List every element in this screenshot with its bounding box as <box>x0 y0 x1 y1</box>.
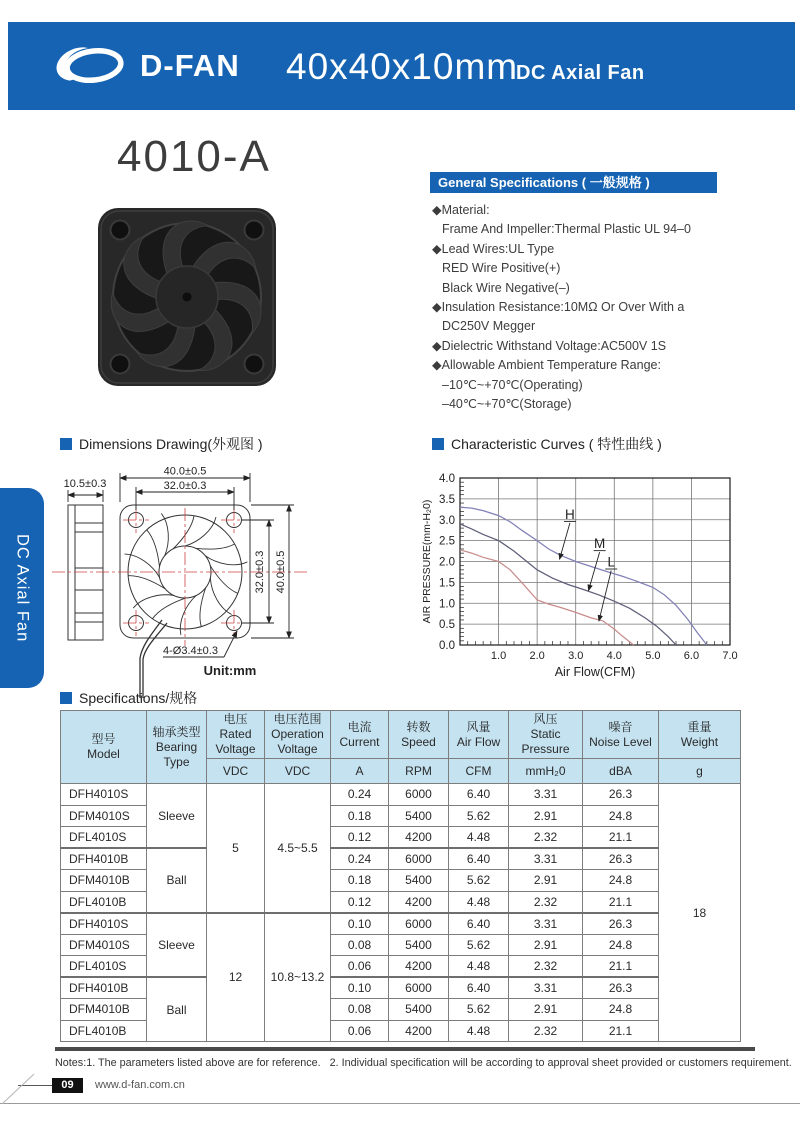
svg-text:3.5: 3.5 <box>439 493 455 506</box>
section-dimensions-heading <box>60 434 263 454</box>
cell-speed: 5400 <box>389 805 449 827</box>
cell-speed: 6000 <box>389 784 449 806</box>
svg-text:1.5: 1.5 <box>439 577 455 590</box>
cell-bearing: Sleeve <box>147 913 207 978</box>
cell-model: DFH4010S <box>61 784 147 806</box>
cell-model: DFL4010B <box>61 1020 147 1042</box>
svg-text:1.0: 1.0 <box>439 598 455 611</box>
col-unit: RPM <box>389 759 449 784</box>
svg-text:0.5: 0.5 <box>439 619 455 632</box>
svg-text:2.0: 2.0 <box>439 556 455 569</box>
cell-model: DFH4010B <box>61 848 147 870</box>
chart-grid <box>460 478 730 645</box>
page-number-badge: 09 <box>52 1078 83 1093</box>
cell-airflow: 5.62 <box>449 934 509 956</box>
brand-name: D-FAN <box>140 48 240 83</box>
spec-line: ◆Material: <box>432 203 490 217</box>
cell-bearing: Sleeve <box>147 784 207 849</box>
sidebar-tab-dc-axial-fan[interactable] <box>0 488 44 688</box>
general-specs-list <box>432 201 732 414</box>
cell-model: DFM4010S <box>61 934 147 956</box>
cell-noise-level: 26.3 <box>583 977 659 999</box>
svg-text:L: L <box>607 554 615 570</box>
model-title: 4010-A <box>117 132 271 181</box>
col-header: 风压 Static Pressure <box>509 711 583 759</box>
cell-noise-level: 26.3 <box>583 848 659 870</box>
footer-divider-bar <box>55 1047 755 1051</box>
cell-airflow: 6.40 <box>449 913 509 935</box>
cell-bearing: Ball <box>147 977 207 1042</box>
cell-operation-voltage: 4.5~5.5 <box>265 784 331 913</box>
fan-product-photo <box>92 196 282 401</box>
cell-noise-level: 26.3 <box>583 913 659 935</box>
dim-hole-pitch-h: 32.0±0.3 <box>163 480 207 492</box>
section-specs-label: Specifications/规格 <box>79 690 198 706</box>
cell-airflow: 4.48 <box>449 1020 509 1042</box>
cell-airflow: 4.48 <box>449 956 509 978</box>
svg-text:2.5: 2.5 <box>439 535 455 548</box>
cell-model: DFM4010B <box>61 870 147 892</box>
col-header: 轴承类型 Bearing Type <box>147 711 207 784</box>
svg-text:7.0: 7.0 <box>722 650 738 662</box>
chart-minor-ticks <box>460 482 722 645</box>
cell-static-pressure: 3.31 <box>509 848 583 870</box>
cell-speed: 5400 <box>389 934 449 956</box>
spec-line: Frame And Impeller:Thermal Plastic UL 94–0 <box>442 222 691 237</box>
curves-chart-svg <box>420 458 765 690</box>
cell-speed: 4200 <box>389 827 449 849</box>
cell-current: 0.08 <box>331 999 389 1021</box>
page-bottom-edge <box>0 1103 800 1104</box>
dim-hole-pitch-v: 32.0±0.3 <box>254 550 266 594</box>
page-corner-fold <box>0 1072 40 1106</box>
cell-airflow: 5.62 <box>449 870 509 892</box>
col-header: 型号 Model <box>61 711 147 784</box>
cell-rated-voltage: 5 <box>207 784 265 913</box>
cell-airflow: 5.62 <box>449 999 509 1021</box>
cell-noise-level: 24.8 <box>583 934 659 956</box>
dim-unit: Unit:mm <box>203 663 257 678</box>
cell-noise-level: 21.1 <box>583 956 659 978</box>
section-dimensions-label: Dimensions Drawing(外观图 ) <box>79 436 263 452</box>
cell-noise-level: 24.8 <box>583 870 659 892</box>
spec-line: ◆Allowable Ambient Temperature Range: <box>432 358 661 373</box>
cell-airflow: 6.40 <box>449 848 509 870</box>
cell-current: 0.06 <box>331 956 389 978</box>
page-subtitle: DC Axial Fan <box>516 62 645 84</box>
section-curves-heading <box>432 434 662 454</box>
cell-speed: 6000 <box>389 913 449 935</box>
spec-table <box>60 710 741 1042</box>
cell-model: DFL4010S <box>61 827 147 849</box>
cell-current: 0.08 <box>331 934 389 956</box>
cell-static-pressure: 2.32 <box>509 891 583 913</box>
svg-text:4.0: 4.0 <box>439 473 455 485</box>
dim-side-width: 10.5±0.3 <box>63 478 107 490</box>
svg-text:0.0: 0.0 <box>439 640 455 652</box>
section-curves-label: Characteristic Curves ( 特性曲线 ) <box>451 436 662 452</box>
cell-current: 0.24 <box>331 784 389 806</box>
col-header: 重量 Weight <box>659 711 741 759</box>
cell-weight: 18 <box>659 784 741 1042</box>
col-unit: A <box>331 759 389 784</box>
dim-holes: 4-Ø3.4±0.3 <box>163 645 218 657</box>
col-unit: dBA <box>583 759 659 784</box>
col-header: 风量 Air Flow <box>449 711 509 759</box>
cell-static-pressure: 3.31 <box>509 784 583 806</box>
cell-current: 0.10 <box>331 913 389 935</box>
cell-current: 0.12 <box>331 891 389 913</box>
cell-static-pressure: 3.31 <box>509 913 583 935</box>
spec-line: ◆Insulation Resistance:10MΩ Or Over With a <box>432 300 685 315</box>
cell-current: 0.12 <box>331 827 389 849</box>
cell-noise-level: 24.8 <box>583 805 659 827</box>
dim-outer-height: 40.0±0.5 <box>275 550 287 594</box>
svg-text:1.0: 1.0 <box>490 650 507 662</box>
col-unit: CFM <box>449 759 509 784</box>
cell-airflow: 4.48 <box>449 827 509 849</box>
svg-text:3.0: 3.0 <box>439 514 455 527</box>
spec-line: –40℃~+70℃(Storage) <box>442 397 572 412</box>
section-bullet-icon <box>60 438 72 450</box>
cell-static-pressure: 3.31 <box>509 977 583 999</box>
cell-airflow: 4.48 <box>449 891 509 913</box>
header-band <box>8 22 795 110</box>
spec-line: RED Wire Positive(+) <box>442 261 561 276</box>
cell-speed: 5400 <box>389 870 449 892</box>
dim-outer-width: 40.0±0.5 <box>163 465 207 478</box>
brand-logo-icon <box>46 40 138 92</box>
cell-model: DFM4010B <box>61 999 147 1021</box>
col-header: 电压 Rated Voltage <box>207 711 265 759</box>
spec-line: –10℃~+70℃(Operating) <box>442 377 583 392</box>
notes-text: Notes:1. The parameters listed above are for reference. 2. Individual specification will be according to approval sheet provided or customers requirement. <box>55 1057 792 1069</box>
cell-model: DFH4010S <box>61 913 147 935</box>
svg-text:M: M <box>594 536 606 552</box>
svg-text:3.0: 3.0 <box>568 650 584 662</box>
y-tick-labels <box>439 473 455 652</box>
cell-speed: 4200 <box>389 1020 449 1042</box>
cell-model: DFM4010S <box>61 805 147 827</box>
cell-rated-voltage: 12 <box>207 913 265 1042</box>
y-axis-label: AIR PRESSURE(mm-H₂0) <box>421 499 433 624</box>
cell-noise-level: 24.8 <box>583 999 659 1021</box>
svg-text:2.0: 2.0 <box>529 650 545 662</box>
spec-line: Black Wire Negative(–) <box>442 280 570 295</box>
cell-speed: 4200 <box>389 956 449 978</box>
cell-static-pressure: 2.91 <box>509 805 583 827</box>
cell-static-pressure: 2.91 <box>509 999 583 1021</box>
cell-current: 0.18 <box>331 870 389 892</box>
general-specs-title: General Specifications ( 一般规格 ) <box>430 172 717 193</box>
cell-model: DFL4010S <box>61 956 147 978</box>
spec-table-container <box>60 710 741 1042</box>
cell-noise-level: 21.1 <box>583 827 659 849</box>
brand <box>46 40 240 92</box>
spec-line: DC250V Megger <box>442 319 536 334</box>
svg-text:4.0: 4.0 <box>606 650 622 662</box>
x-tick-labels <box>491 650 738 662</box>
svg-text:6.0: 6.0 <box>683 650 700 662</box>
cell-airflow: 5.62 <box>449 805 509 827</box>
page-title: 40x40x10mm <box>286 46 519 87</box>
cell-airflow: 6.40 <box>449 977 509 999</box>
section-bullet-icon <box>60 692 72 704</box>
cell-operation-voltage: 10.8~13.2 <box>265 913 331 1042</box>
cell-speed: 6000 <box>389 977 449 999</box>
col-header: 电流 Current <box>331 711 389 759</box>
website-link[interactable]: www.d-fan.com.cn <box>95 1079 185 1091</box>
curve-label-H <box>560 507 576 559</box>
col-unit: VDC <box>265 759 331 784</box>
cell-airflow: 6.40 <box>449 784 509 806</box>
sidebar-tab-label: DC Axial Fan <box>13 533 32 643</box>
cell-static-pressure: 2.32 <box>509 1020 583 1042</box>
col-unit: mmH₂0 <box>509 759 583 784</box>
svg-text:5.0: 5.0 <box>645 650 661 662</box>
cell-noise-level: 21.1 <box>583 891 659 913</box>
cell-noise-level: 26.3 <box>583 784 659 806</box>
cell-model: DFH4010B <box>61 977 147 999</box>
svg-text:H: H <box>565 506 575 522</box>
col-header: 电压范围 Operation Voltage <box>265 711 331 759</box>
section-bullet-icon <box>432 438 444 450</box>
cell-static-pressure: 2.91 <box>509 934 583 956</box>
cell-current: 0.24 <box>331 848 389 870</box>
cell-bearing: Ball <box>147 848 207 913</box>
x-axis-label: Air Flow(CFM) <box>554 665 636 679</box>
col-unit: VDC <box>207 759 265 784</box>
cell-speed: 4200 <box>389 891 449 913</box>
col-header: 转数 Speed <box>389 711 449 759</box>
cell-current: 0.06 <box>331 1020 389 1042</box>
characteristic-curves-chart <box>420 458 765 695</box>
cell-static-pressure: 2.91 <box>509 870 583 892</box>
cell-static-pressure: 2.32 <box>509 956 583 978</box>
spec-line: ◆Dielectric Withstand Voltage:AC500V 1S <box>432 338 667 353</box>
cell-current: 0.18 <box>331 805 389 827</box>
section-specs-heading <box>60 688 197 708</box>
dimensions-drawing <box>50 462 390 702</box>
cell-model: DFL4010B <box>61 891 147 913</box>
spec-line: ◆Lead Wires:UL Type <box>432 241 555 256</box>
cell-static-pressure: 2.32 <box>509 827 583 849</box>
col-header: 噪音 Noise Level <box>583 711 659 759</box>
cell-speed: 5400 <box>389 999 449 1021</box>
cell-noise-level: 21.1 <box>583 1020 659 1042</box>
cell-current: 0.10 <box>331 977 389 999</box>
cell-speed: 6000 <box>389 848 449 870</box>
col-unit: g <box>659 759 741 784</box>
